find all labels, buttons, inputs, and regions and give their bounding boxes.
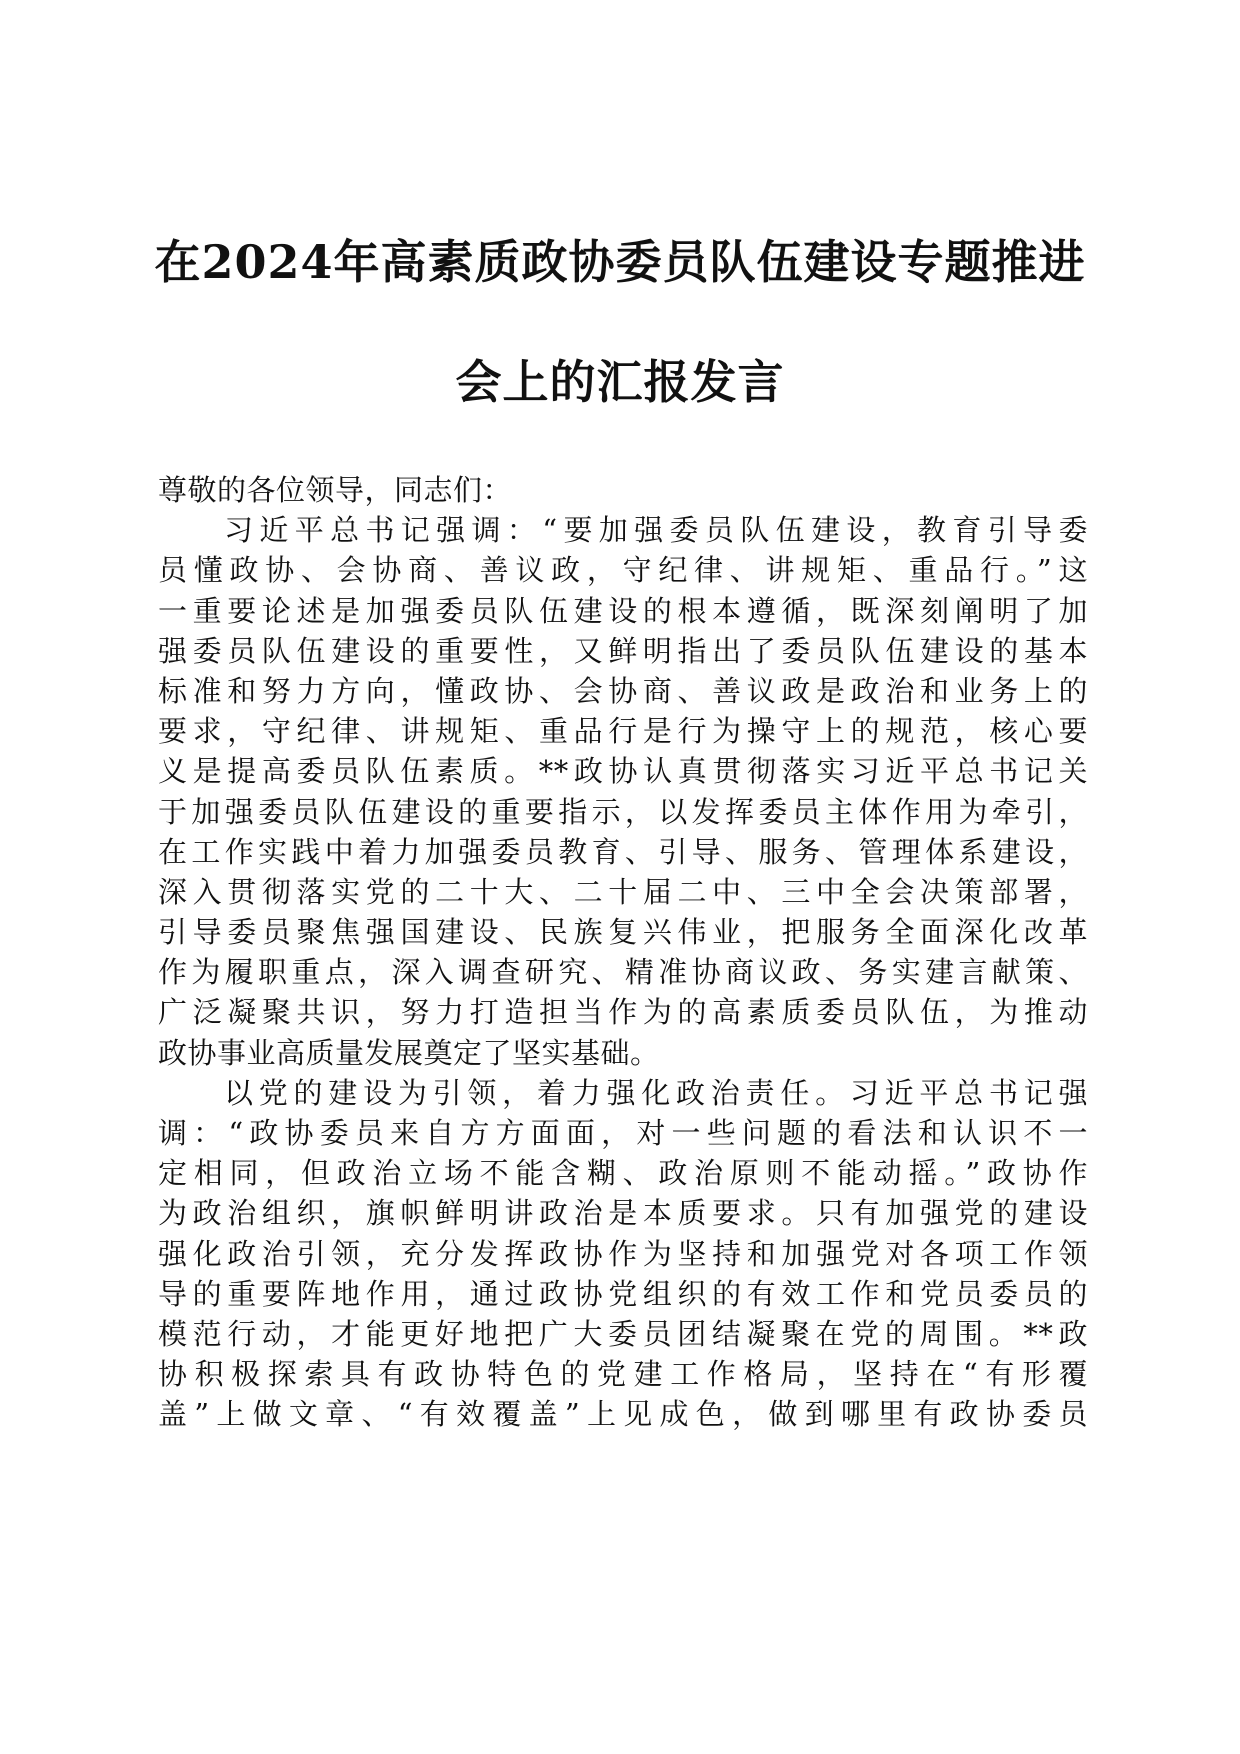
paragraph-line: 强委员队伍建设的重要性，又鲜明指出了委员队伍建设的基本 (158, 633, 1088, 668)
paragraph-line: 协积极探索具有政协特色的党建工作格局，坚持在“有形覆 (158, 1357, 1088, 1392)
paragraph-line: 强化政治引领，充分发挥政协作为坚持和加强党对各项工作领 (158, 1236, 1088, 1271)
salutation: 尊敬的各位领导，同志们： (158, 473, 513, 507)
paragraph-line: 一重要论述是加强委员队伍建设的根本遵循，既深刻阐明了加 (158, 593, 1088, 628)
paragraph-line: 标准和努力方向，懂政协、会协商、善议政是政治和业务上的 (158, 673, 1088, 708)
document-title-line-2: 会上的汇报发言 (455, 355, 785, 409)
paragraph-line: 于加强委员队伍建设的重要指示，以发挥委员主体作用为牵引， (158, 794, 1088, 829)
paragraph-line: 盖”上做文章、“有效覆盖”上见成色，做到哪里有政协委员 (158, 1397, 1088, 1432)
paragraph-2 (158, 1073, 1088, 1435)
paragraph-line: 在工作实践中着力加强委员教育、引导、服务、管理体系建设， (158, 834, 1088, 869)
paragraph-line: 为政治组织，旗帜鲜明讲政治是本质要求。只有加强党的建设 (158, 1196, 1088, 1231)
paragraph-line: 政协事业高质量发展奠定了坚实基础。 (158, 1035, 660, 1070)
document-title-line-1: 在2024年高素质政协委员队伍建设专题推进 (154, 235, 1086, 289)
paragraph-line: 深入贯彻落实党的二十大、二十届二中、三中全会决策部署， (158, 874, 1088, 909)
paragraph-line: 习近平总书记强调：“要加强委员队伍建设，教育引导委 (224, 513, 1088, 548)
paragraph-1 (158, 510, 1088, 1073)
paragraph-line: 作为履职重点，深入调查研究、精准协商议政、务实建言献策、 (158, 955, 1088, 990)
paragraph-line: 引导委员聚焦强国建设、民族复兴伟业，把服务全面深化改革 (158, 915, 1088, 950)
document-body (158, 470, 1088, 1435)
paragraph-line: 调：“政协委员来自方方面面，对一些问题的看法和认识不一 (158, 1116, 1088, 1150)
paragraph-line: 导的重要阵地作用，通过政协党组织的有效工作和党员委员的 (158, 1276, 1088, 1311)
paragraph-line: 定相同，但政治立场不能含糊、政治原则不能动摇。”政协作 (158, 1156, 1088, 1191)
paragraph-line: 广泛凝聚共识，努力打造担当作为的高素质委员队伍，为推动 (158, 995, 1088, 1030)
paragraph-line: 模范行动，才能更好地把广大委员团结凝聚在党的周围。**政 (158, 1316, 1088, 1351)
paragraph-line: 义是提高委员队伍素质。**政协认真贯彻落实习近平总书记关 (158, 754, 1088, 789)
paragraph-line: 要求，守纪律、讲规矩、重品行是行为操守上的规范，核心要 (158, 714, 1088, 749)
paragraph-line: 以党的建设为引领，着力强化政治责任。习近平总书记强 (224, 1075, 1088, 1110)
paragraph-line: 员懂政协、会协商、善议政，守纪律、讲规矩、重品行。”这 (158, 553, 1088, 588)
